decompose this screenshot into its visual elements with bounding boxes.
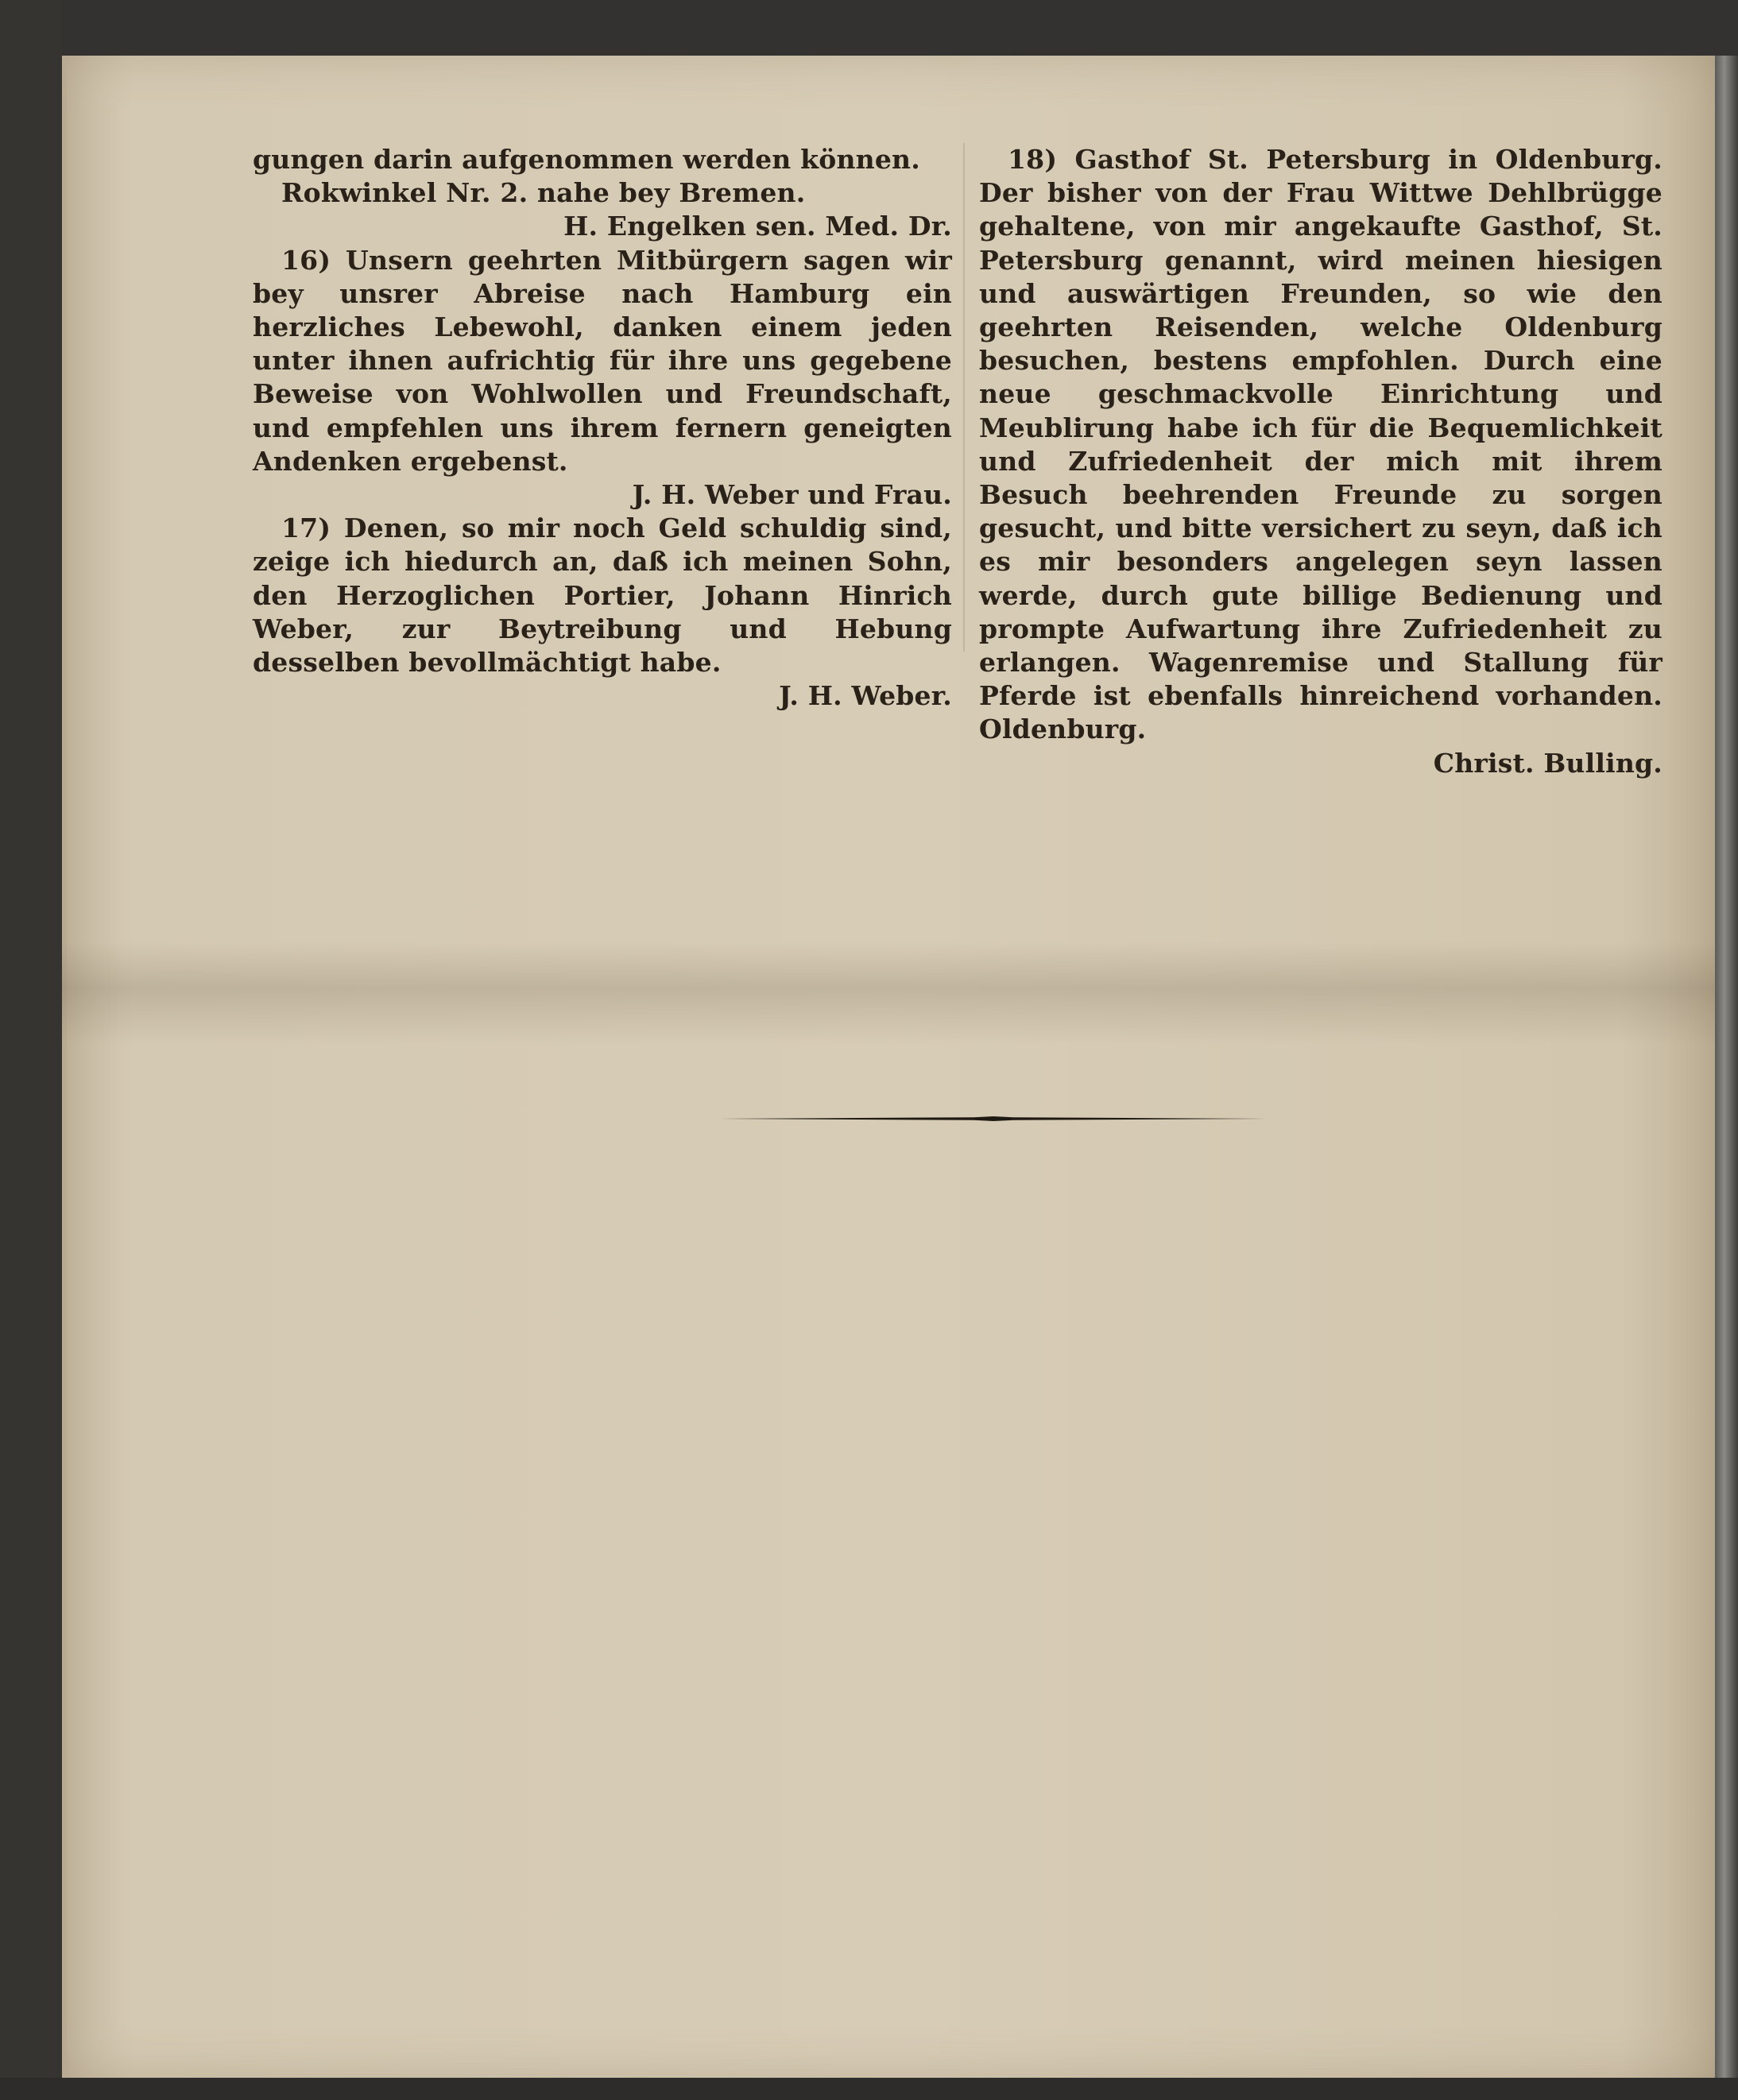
- scan-background-top: [0, 0, 1738, 56]
- continuation-line: gungen darin aufgenommen werden können.: [253, 144, 920, 175]
- notice-16: 16) Unsern geehrten Mitbürgern sagen wir bey unsrer Abreise nach Hamburg ein herzliches Lebewohl, danken einem jeden unter ihnen aufrichtig für ihre uns gegebene Beweise von Wohlwollen und Freundschaft, und empfehlen uns ihrem fernern geneigten Andenken ergebenst.: [253, 244, 952, 477]
- address-line: Rokwinkel Nr. 2. nahe bey Bremen.: [281, 177, 806, 209]
- paper-fold-shadow: [62, 942, 1715, 1045]
- facing-page-edge: [1715, 56, 1738, 2078]
- notice-18: 18) Gasthof St. Petersburg in Oldenburg. Der bisher von der Frau Wittwe Dehlbrügge gehaltene, von mir angekaufte Gasthof, St. Petersburg genannt, wird meinen hiesigen und auswärtigen Freunden, so wie den geehrten Reisenden, welche Oldenburg besuchen, bestens empfohlen. Durch eine neue geschmackvolle Einrichtung und Meublirung habe ich für die Bequemlichkeit und Zufriedenheit der mich mit ihrem Besuch beehrenden Freunde zu sorgen gesucht, und bitte versichert zu seyn, daß ich es mir besonders angelegen seyn lassen werde, durch gute billige Bedienung und prompte Aufwartung ihre Zufriedenheit zu erlangen. Wagenremise und Stallung für Pferde ist ebenfalls hinreichend vorhanden. Oldenburg.: [979, 144, 1663, 745]
- signature-bulling: Christ. Bulling.: [1433, 747, 1663, 779]
- section-end-rule: [719, 1116, 1268, 1121]
- notice-17: 17) Denen, so mir noch Geld schuldig sind, zeige ich hiedurch an, daß ich meinen Sohn, den Herzoglichen Portier, Johann Hinrich Weber, zur Beytreibung und Hebung desselben bevollmächtigt habe.: [253, 512, 952, 679]
- signature-engelken: H. Engelken sen. Med. Dr.: [563, 211, 952, 242]
- column-divider: [963, 143, 965, 652]
- right-column: [979, 143, 1663, 780]
- signature-weber: J. H. Weber.: [779, 680, 952, 712]
- scan-background-bottom: [0, 2078, 1738, 2100]
- signature-weber-und-frau: J. H. Weber und Frau.: [632, 479, 952, 511]
- scan-background-left: [0, 0, 62, 2100]
- left-column: [253, 143, 952, 713]
